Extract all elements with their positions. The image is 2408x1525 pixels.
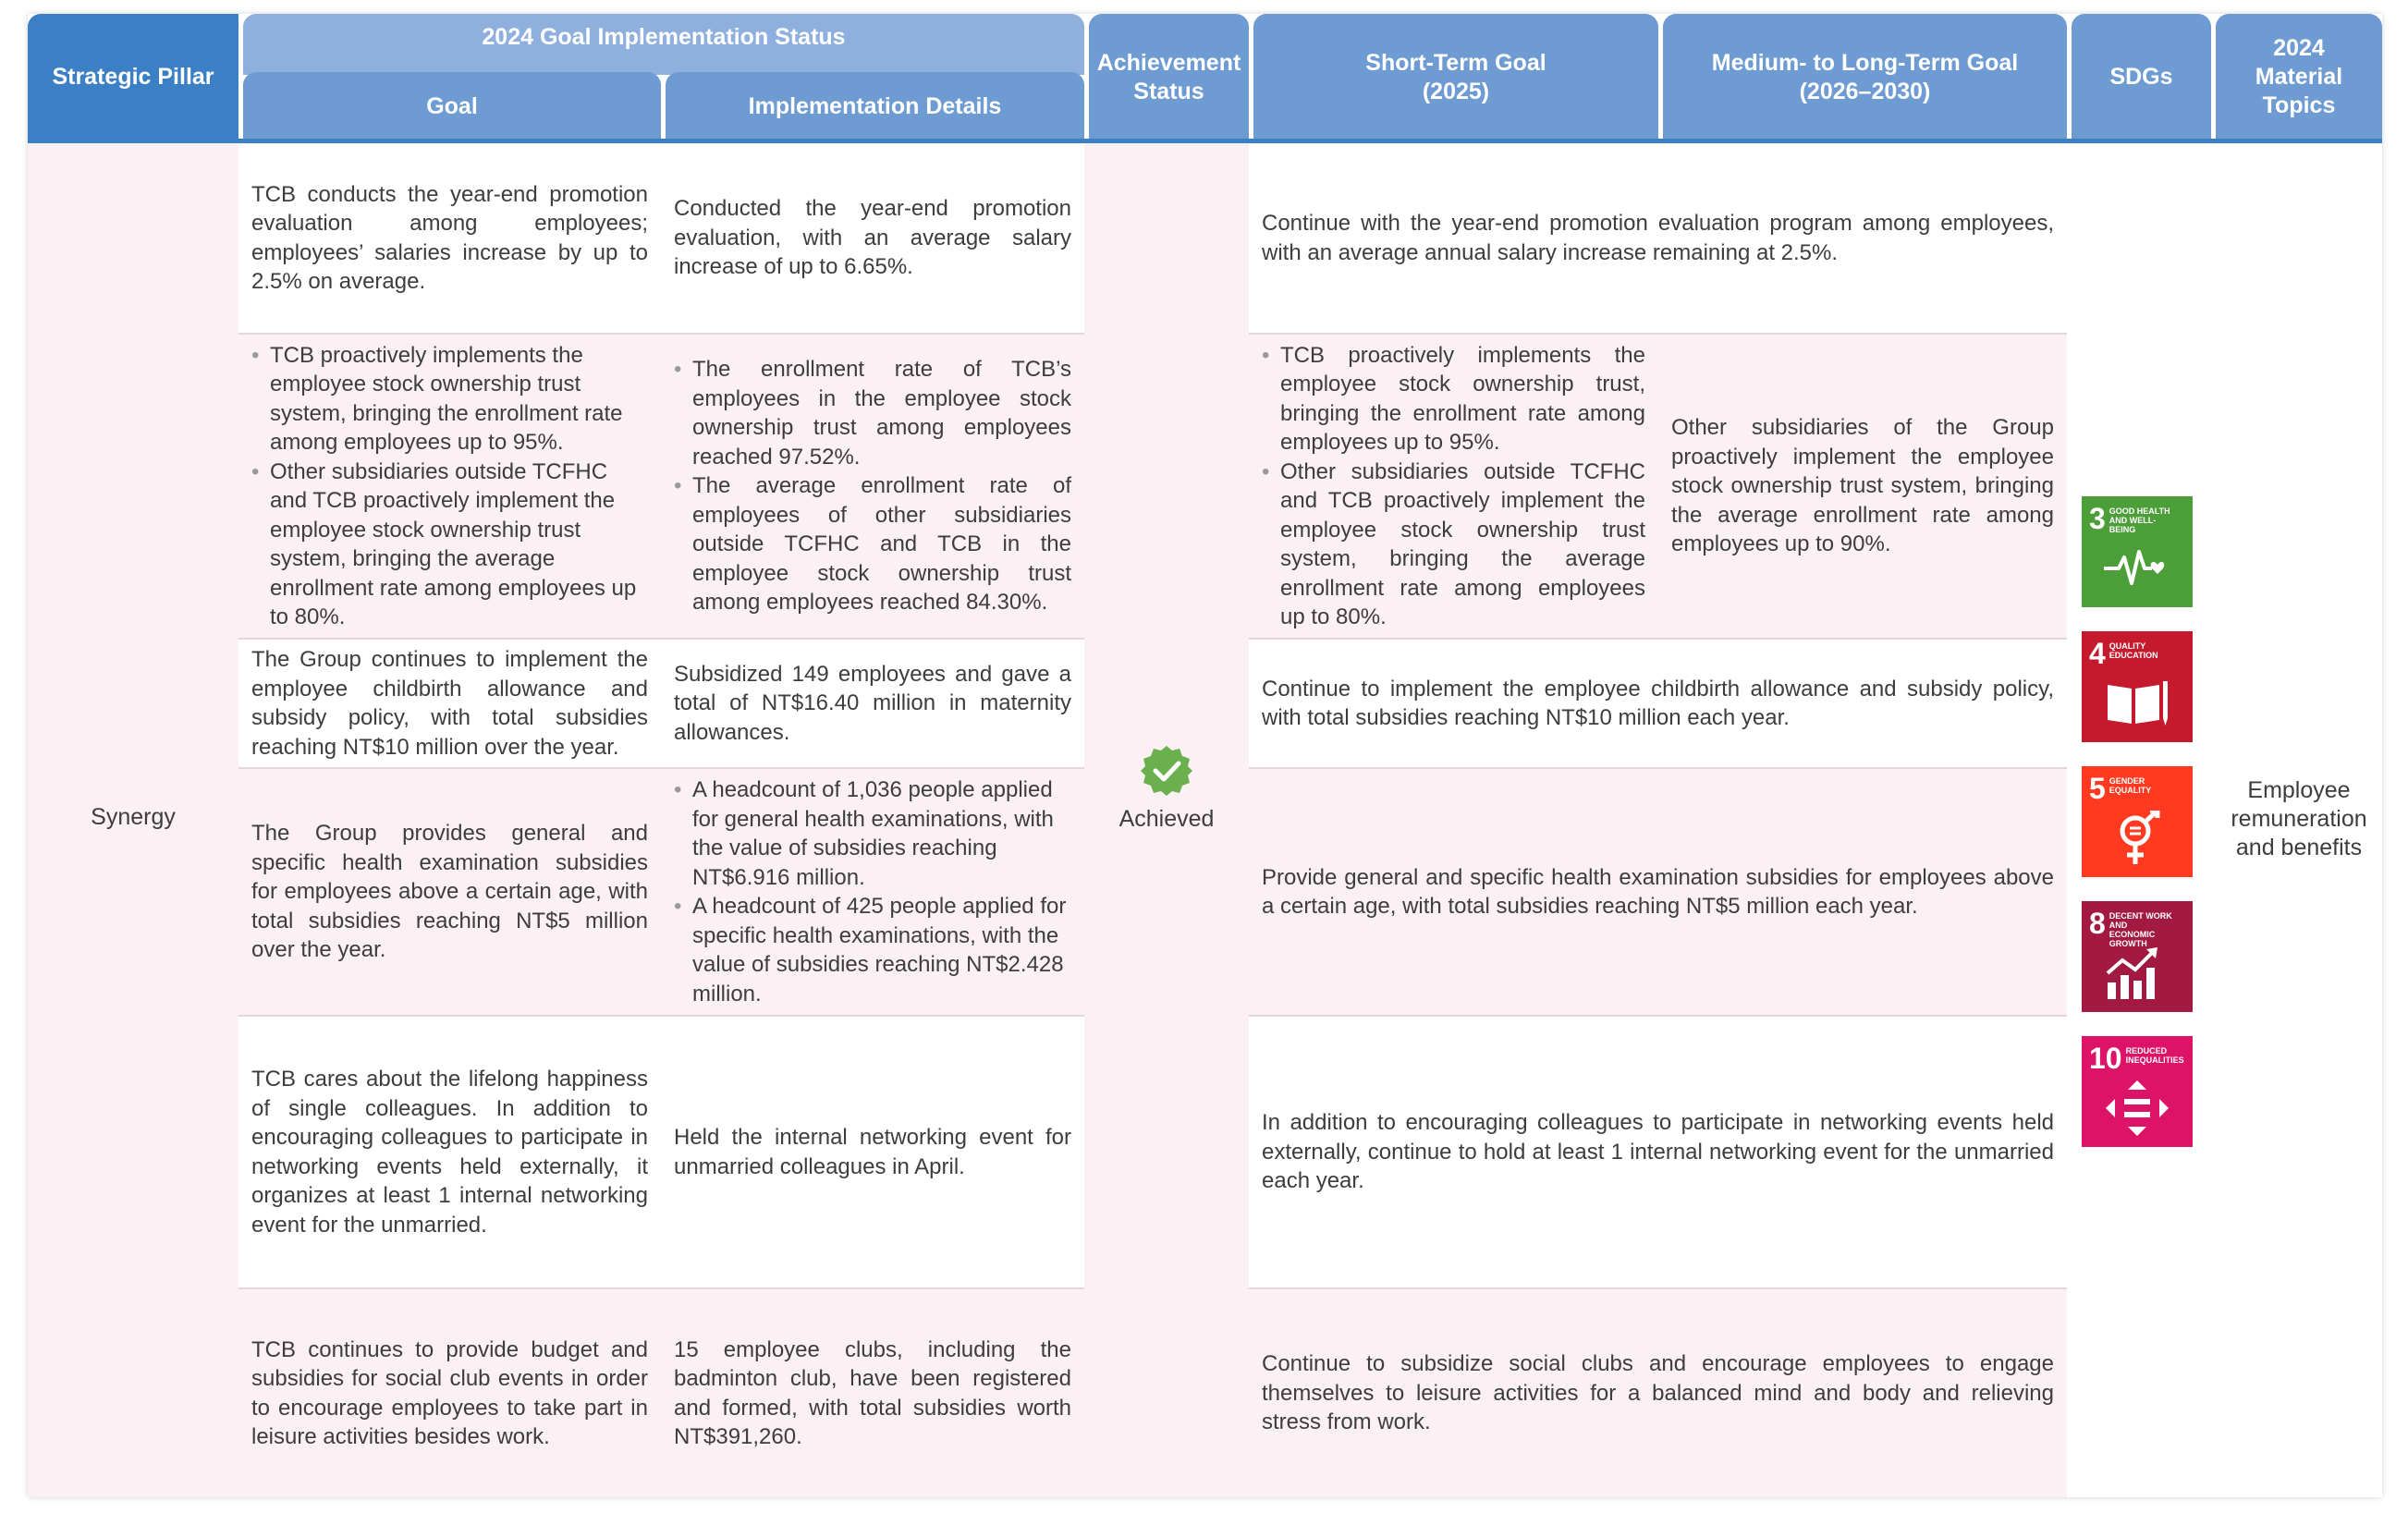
row2-details <box>661 335 1084 640</box>
row1-details: Conducted the year-end promotion evaluation, with an average salary increase of up to 6.65%. <box>661 143 1084 335</box>
header-goal: Goal <box>243 72 661 140</box>
row3-goal: The Group continues to implement the employee childbirth allowance and subsidy policy, with total subsidies reaching NT$10 million over the year. <box>238 640 661 769</box>
row2-details-bullet-1: • The enrollment rate of TCB’s employees in the employee stock ownership trust among employees reached 97.52%. <box>674 355 1071 471</box>
row3-details: Subsidized 149 employees and gave a total of NT$16.40 million in maternity allowances. <box>661 640 1084 769</box>
equality-arrows-icon <box>2102 1080 2172 1136</box>
header-implementation-details: Implementation Details <box>666 72 1084 140</box>
row4-goal: The Group provides general and specific health examination subsidies for employees above a certain age, with total subsidies reaching NT$5 million over the year. <box>238 769 661 1017</box>
growth-chart-icon <box>2102 946 2172 1001</box>
row4-details <box>661 769 1084 1017</box>
header-sdgs: SDGs <box>2072 14 2211 140</box>
row5-goal: TCB cares about the lifelong happiness of single colleagues. In addition to encouraging colleagues to participate in networking events held externally, it organizes at least 1 internal networking event for the unmarried. <box>238 1017 661 1289</box>
sdg-3-badge: 3 GOOD HEALTH AND WELL-BEING <box>2082 496 2193 607</box>
row4-short-medium-goal: Provide general and specific health examination subsidies for employees above a certain age, with total subsidies reaching NT$5 million each year. <box>1249 769 2067 1017</box>
header-achievement-status: Achievement Status <box>1089 14 1249 140</box>
header-material-topics: 2024 Material Topics <box>2216 14 2382 140</box>
row2-short-bullet-1: • TCB proactively implements the employee stock ownership trust, bringing the enrollment rate among employees up to 95%. <box>1262 341 1645 458</box>
row1-short-medium-goal: Continue with the year-end promotion evaluation program among employees, with an average annual salary increase remaining at 2.5%. <box>1249 143 2067 335</box>
sdg-4-badge: 4 QUALITY EDUCATION <box>2082 631 2193 742</box>
row5-short-medium-goal: In addition to encouraging colleagues to participate in networking events held externally, continue to hold at least 1 internal networking event for the unmarried each year. <box>1249 1017 2067 1289</box>
row2-goal <box>238 335 661 640</box>
row5-details: Held the internal networking event for unmarried colleagues in April. <box>661 1017 1084 1289</box>
row2-goal-bullet-1: • TCB proactively implements the employee stock ownership trust system, bringing the enrollment rate among employees up to 95%. <box>251 341 648 458</box>
sdg-5-badge: 5 GENDER EQUALITY <box>2082 766 2193 877</box>
heartbeat-icon <box>2102 541 2172 596</box>
sdg-8-badge: 8 DECENT WORK AND ECONOMIC GROWTH <box>2082 901 2193 1012</box>
row2-short-term <box>1249 335 1658 640</box>
achievement-status-text: Achieved <box>1118 806 1215 832</box>
row6-short-medium-goal: Continue to subsidize social clubs and encourage employees to engage themselves to leisure activities for a balanced mind and body and relieving stress from work. <box>1249 1289 2067 1497</box>
row1-goal: TCB conducts the year-end promotion evaluation among employees; employees’ salaries increase by up to 2.5% on average. <box>238 143 661 335</box>
row2-short-bullet-2: • Other subsidiaries outside TCFHC and TCB proactively implement the employee stock ownership trust system, bringing the average enrollment rate among employees up to 80%. <box>1262 458 1645 632</box>
header-medium-long-goal: Medium- to Long-Term Goal (2026–2030) <box>1663 14 2067 140</box>
gender-icon <box>2102 811 2172 866</box>
row3-short-medium-goal: Continue to implement the employee childbirth allowance and subsidy policy, with total subsidies reaching NT$10 million each year. <box>1249 640 2067 769</box>
row2-details-bullet-2: • The average enrollment rate of employees of other subsidiaries outside TCFHC and TCB in the employee stock ownership trust among employees reached 84.30%. <box>674 471 1071 617</box>
row4-details-bullet-2: • A headcount of 425 people applied for specific health examinations, with the value of subsidies reaching NT$2.428 million. <box>674 892 1071 1008</box>
row6-details: 15 employee clubs, including the badminton club, have been registered and formed, with total subsidies worth NT$391,260. <box>661 1289 1084 1497</box>
material-topic-text: Employee remuneration and benefits <box>2231 777 2367 860</box>
row2-medium-long: Other subsidiaries of the Group proactively implement the employee stock ownership trust system, bringing the average enrollment rate among employees up to 90%. <box>1658 335 2067 640</box>
row4-details-bullet-1: • A headcount of 1,036 people applied for general health examinations, with the value of subsidies reaching NT$6.916 million. <box>674 775 1071 892</box>
book-icon <box>2102 676 2172 731</box>
header-short-term-goal: Short-Term Goal (2025) <box>1253 14 1658 140</box>
header-strategic-pillar: Strategic Pillar <box>28 14 238 140</box>
header-goal-status: 2024 Goal Implementation Status <box>243 14 1084 75</box>
sdg-10-badge: 10 REDUCED INEQUALITIES <box>2082 1036 2193 1147</box>
pillar-label: Synergy <box>91 804 176 830</box>
achieved-check-icon <box>1140 744 1193 798</box>
row6-goal: TCB continues to provide budget and subsidies for social club events in order to encourage employees to take part in leisure activities besides work. <box>238 1289 661 1497</box>
row2-goal-bullet-2: • Other subsidiaries outside TCFHC and TCB proactively implement the employee stock ownership trust system, bringing the average enrollment rate among employees up to 80%. <box>251 458 648 632</box>
